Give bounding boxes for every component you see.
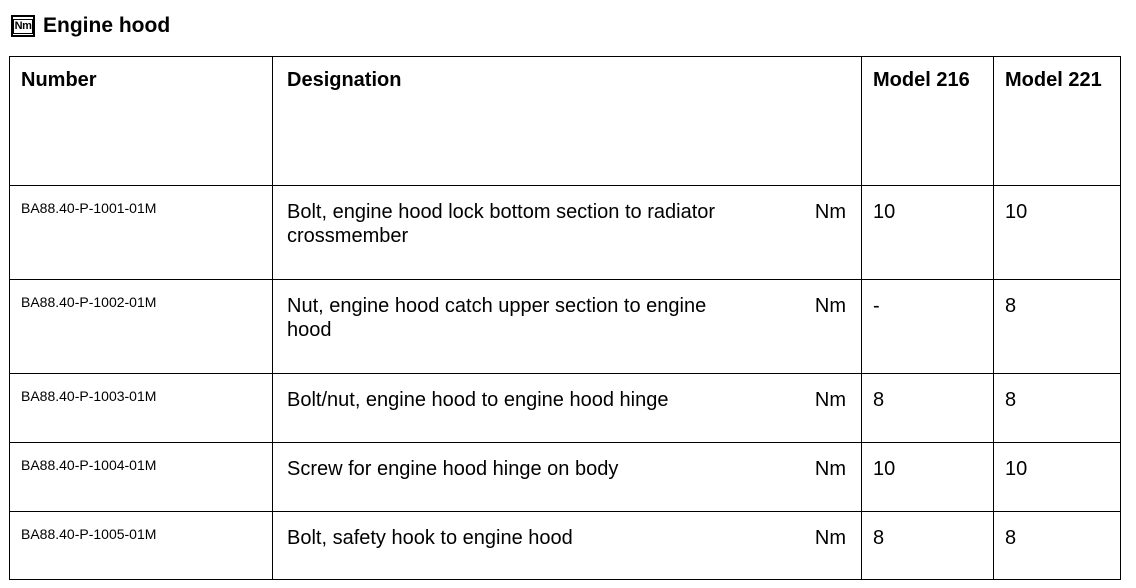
cell-model-221: 8	[994, 512, 1121, 580]
cell-designation	[273, 443, 862, 512]
unit-label: Nm	[814, 295, 846, 317]
cell-designation	[273, 280, 862, 374]
unit-label: Nm	[814, 201, 846, 223]
torque-icon-label: Nm	[14, 19, 32, 32]
designation-text: Bolt/nut, engine hood to engine hood hinge	[287, 389, 669, 411]
cell-model-221: 8	[994, 374, 1121, 443]
cell-number: BA88.40-P-1002-01M	[10, 280, 273, 374]
torque-table	[9, 56, 1121, 580]
table-row	[10, 443, 1121, 512]
unit-label: Nm	[814, 389, 846, 411]
cell-model-216: -	[862, 280, 994, 374]
table-header-row	[10, 57, 1121, 186]
table-row	[10, 280, 1121, 374]
table-row	[10, 374, 1121, 443]
cell-model-216: 10	[862, 186, 994, 280]
designation-text: Bolt, safety hook to engine hood	[287, 527, 573, 549]
cell-number: BA88.40-P-1001-01M	[10, 186, 273, 280]
column-header-number: Number	[10, 57, 273, 186]
unit-label: Nm	[814, 458, 846, 480]
table-row	[10, 186, 1121, 280]
cell-number: BA88.40-P-1003-01M	[10, 374, 273, 443]
cell-model-221: 10	[994, 186, 1121, 280]
designation-text: Screw for engine hood hinge on body	[287, 458, 619, 480]
cell-model-221: 10	[994, 443, 1121, 512]
designation-text: Bolt, engine hood lock bottom section to radiator crossmember	[287, 201, 716, 247]
cell-model-216: 8	[862, 374, 994, 443]
designation-text: Nut, engine hood catch upper section to engine hood	[287, 295, 707, 341]
cell-number: BA88.40-P-1004-01M	[10, 443, 273, 512]
cell-model-221: 8	[994, 280, 1121, 374]
column-header-model-216: Model 216	[862, 57, 994, 186]
table-row	[10, 512, 1121, 580]
cell-designation	[273, 512, 862, 580]
unit-label: Nm	[814, 527, 846, 549]
page-title: Engine hood	[43, 14, 171, 37]
column-header-model-221: Model 221	[994, 57, 1121, 186]
cell-model-216: 10	[862, 443, 994, 512]
section-header	[11, 11, 170, 41]
column-header-designation: Designation	[273, 57, 862, 186]
cell-designation	[273, 374, 862, 443]
cell-model-216: 8	[862, 512, 994, 580]
cell-number: BA88.40-P-1005-01M	[10, 512, 273, 580]
torque-nm-icon	[11, 15, 35, 37]
cell-designation	[273, 186, 862, 280]
